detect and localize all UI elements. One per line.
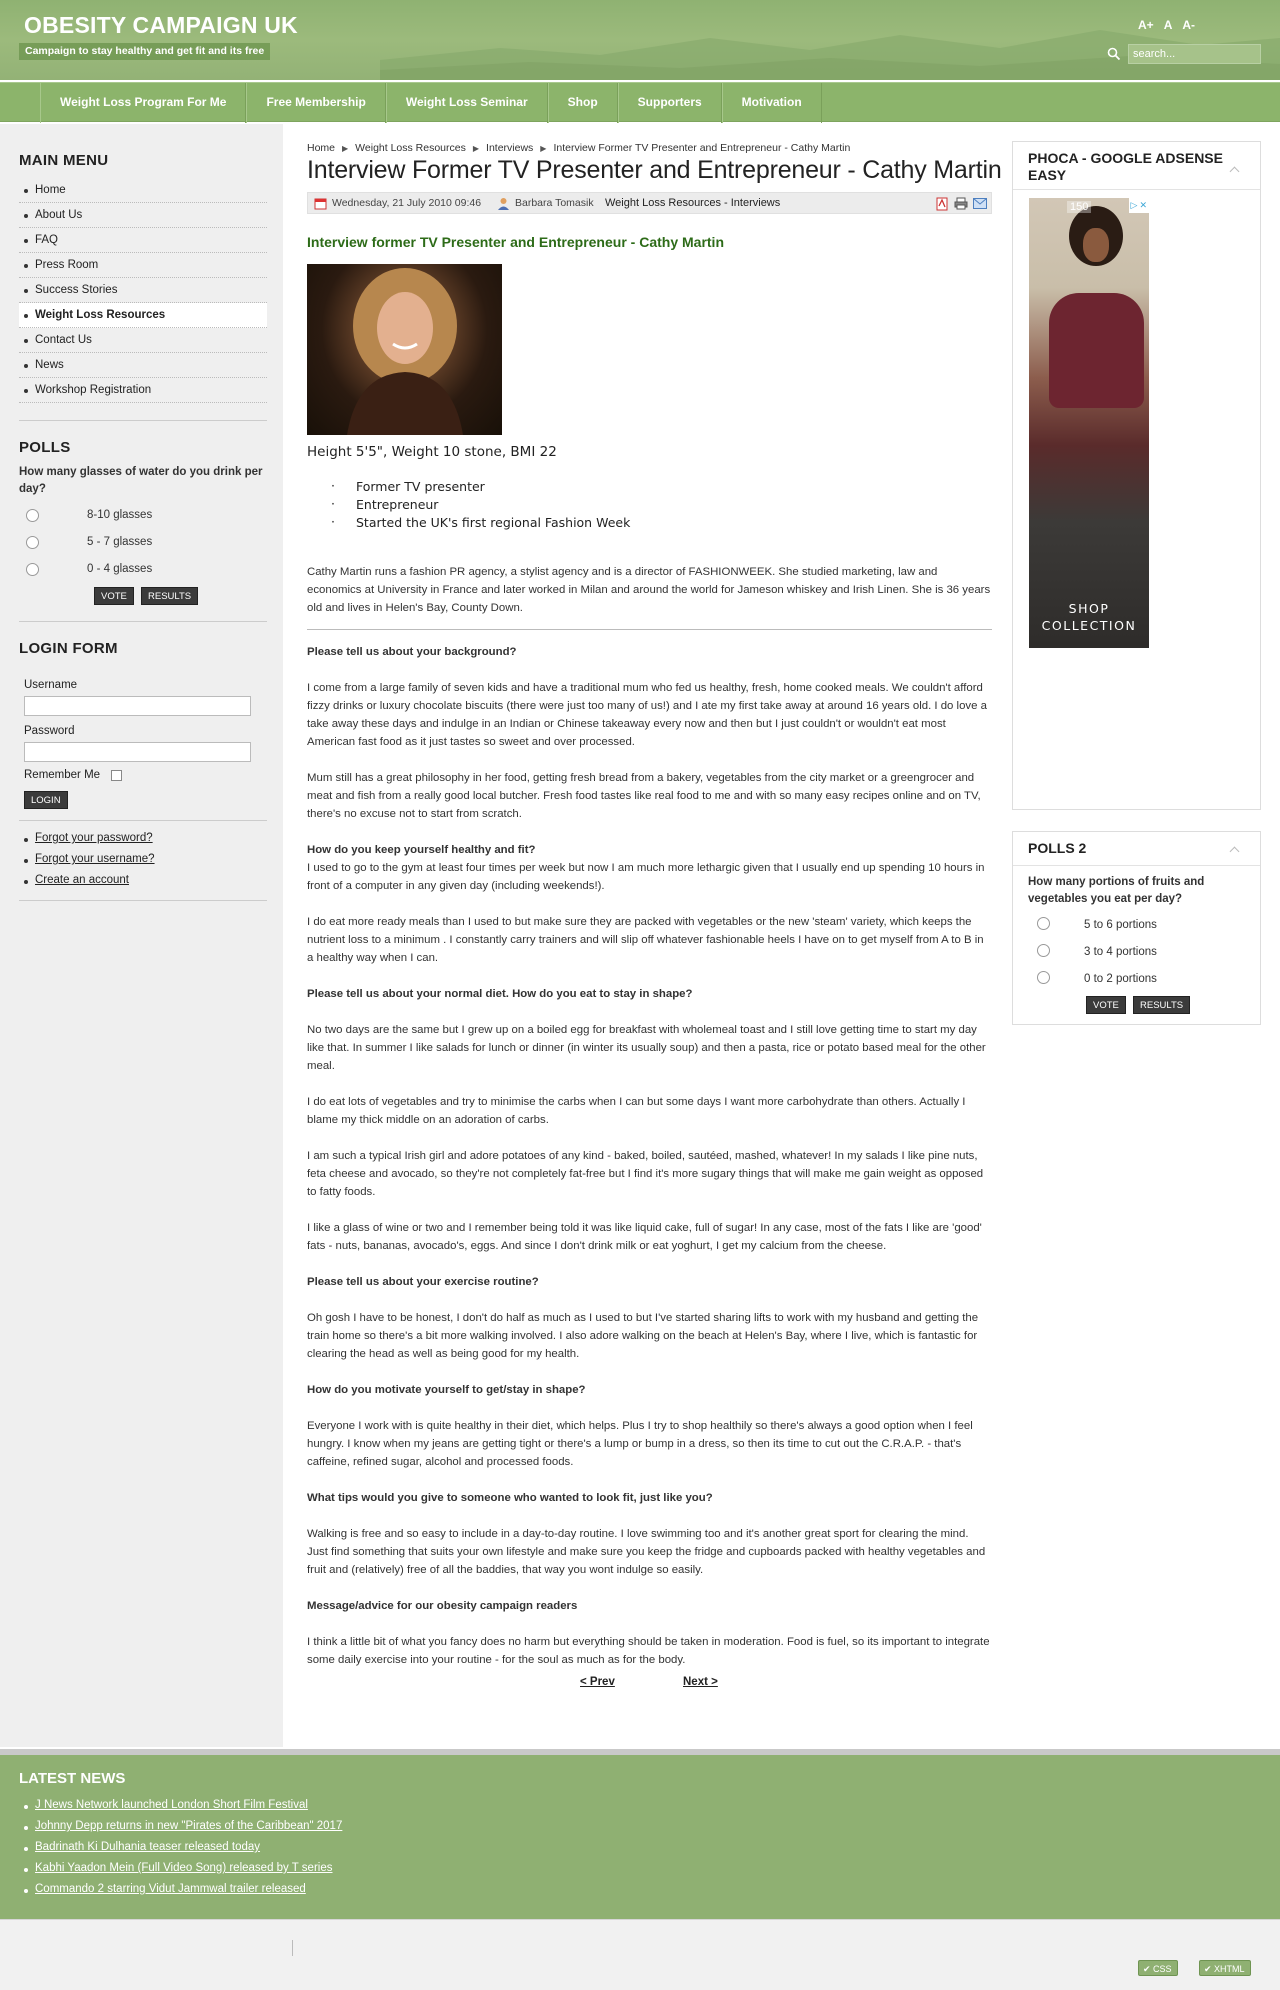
question-healthy-fit: How do you keep yourself healthy and fit? [307,844,536,856]
divider [292,1940,293,1956]
nav-supporters[interactable]: Supporters [618,83,722,123]
radio-button[interactable] [1037,917,1050,930]
login-form-title: LOGIN FORM [19,640,118,657]
radio-button[interactable] [26,563,39,576]
css-valid-badge[interactable]: ✔ CSS [1138,1960,1178,1976]
search-input[interactable] [1128,44,1261,64]
answer-paragraph: I think a little bit of what you fancy does no harm but everything should be taken in moderation. Food is fuel, so its important to integrate some daily exercise into your routine - for the soul as much as for the body. [307,1636,990,1666]
password-label: Password [24,725,75,737]
news-link[interactable]: Johnny Depp returns in new "Pirates of the Caribbean" 2017 [19,1820,342,1841]
font-reset-button[interactable]: A [1163,18,1173,32]
polls2-vote-button[interactable]: VOTE [1086,996,1126,1014]
poll-option-0-4[interactable] [26,560,153,578]
menu-item-success-stories[interactable]: Success Stories [19,278,267,303]
answer-paragraph: Oh gosh I have to be honest, I don't do half as much as I used to but I've started sharing lifts to work with my husband and getting the train home so there's a bit more walking involved. I also adore walking on the beach at Helen's Bay, where I live, which is fantastic for clearing the head as well as being good for my health. [307,1312,979,1360]
poll2-option-3-4[interactable] [1037,944,1157,962]
font-size-controls [1138,18,1195,32]
adchoices-triangle-icon: ▷ [1130,200,1138,210]
answer-paragraph: I am such a typical Irish girl and adore potatoes of any kind - baked, boiled, sautéed, mashed, whatever! In my salads I like pine nuts, feta cheese and avocado, so they're not completely fat-free but I find it's more sugary things that will make me gain weight as opposed to fatty foods. [307,1150,984,1198]
answer-paragraph: I used to go to the gym at least four times per week but now I am much more lethargic given that I usually end up spending 10 hours in front of a computer in any given day (including weekends!). [307,862,985,892]
login-button[interactable]: LOGIN [24,791,68,809]
breadcrumb-current: Interview Former TV Presenter and Entrepreneur - Cathy Martin [553,142,851,154]
prev-link[interactable]: < Prev [580,1676,615,1688]
adsense-module-title: PHOCA - GOOGLE ADSENSE EASY [1028,150,1223,183]
main-menu-title: MAIN MENU [19,152,109,169]
pdf-icon[interactable] [936,197,949,211]
breadcrumb-interviews[interactable]: Interviews [486,142,534,154]
portrait-figure [307,264,502,435]
forgot-username-link[interactable]: Forgot your username? [19,853,155,874]
poll2-option-5-6[interactable] [1037,917,1157,935]
article-info-bar [307,192,992,214]
password-field[interactable] [24,742,251,762]
answer-paragraph: I come from a large family of seven kids and have a traditional mum who fed us healthy, fresh, home cooked meals. We couldn't afford fizzy drinks or luxury chocolate biscuits (there were just too many of us!) and I ate my first take away at around 16 years old. I do love a take away these days and indulge in an Indian or Chinese takeaway every now and then but I just couldn't or wouldn't eat most American fast food as it just tastes so sweet and over processed. [307,682,987,748]
nav-motivation[interactable]: Motivation [722,83,822,123]
news-link[interactable]: Badrinath Ki Dulhania teaser released today [19,1841,342,1862]
search-icon [1107,47,1121,61]
font-decrease-button[interactable]: A- [1182,18,1196,32]
polls2-module [1012,831,1261,1025]
profile-bullets [331,479,630,533]
calendar-icon [314,197,327,210]
news-link[interactable]: J News Network launched London Short Film Festival [19,1799,342,1820]
menu-item-press-room[interactable]: Press Room [19,253,267,278]
article-date: Wednesday, 21 July 2010 09:46 [332,197,482,209]
breadcrumb [307,142,850,154]
divider [19,420,267,421]
radio-button[interactable] [1037,971,1050,984]
breadcrumb-separator-icon: ▶ [342,144,349,153]
page-title: Interview Former TV Presenter and Entrepreneur - Cathy Martin [307,156,1002,184]
polls2-question: How many portions of fruits and vegetables you eat per day? [1028,876,1205,905]
forgot-password-link[interactable]: Forgot your password? [19,832,155,853]
answer-paragraph: Everyone I work with is quite healthy in their diet, which helps. Plus I try to shop healthily so there's always a good option when I feel hungry. I know when my jeans are getting tight or there's a lump or bump in a dress, so then its time to cut out the C.R.A.P. - that's caffeine, refined sugar, alcohol and processed foods. [307,1420,973,1468]
ad-call-to-action: SHOP COLLECTION [1041,601,1137,633]
author-icon [497,197,510,210]
vote-button[interactable]: VOTE [94,587,134,605]
polls2-results-button[interactable]: RESULTS [1133,996,1190,1014]
menu-item-workshop-registration[interactable]: Workshop Registration [19,378,267,403]
ad-label-number: 150 [1067,201,1091,213]
email-icon[interactable] [973,198,987,209]
username-field[interactable] [24,696,251,716]
breadcrumb-home[interactable]: Home [307,142,336,154]
menu-item-weight-loss-resources[interactable]: Weight Loss Resources [19,303,267,328]
answer-paragraph: Mum still has a great philosophy in her food, getting fresh bread from a bakery, vegetables from the city market or a greengrocer and meat and fish from a really good local butcher. Fresh food tastes like real food to me and with so many easy recipes online and on TV, there's no excuse not to start from scratch. [307,772,981,820]
breadcrumb-weight-loss-resources[interactable]: Weight Loss Resources [355,142,466,154]
create-account-link[interactable]: Create an account [19,874,155,895]
answer-paragraph: Walking is free and so easy to include in a day-to-day routine. I love swimming too and it's another great sport for clearing the mind. Just find something that suits your own lifestyle and make sure you keep the fridge and cupboards packed with healthy vegetables and fruit and (relatively) free of all the baddies, that way you wont indulge so easily. [307,1528,986,1576]
divider [1013,189,1260,190]
menu-item-about-us[interactable]: About Us [19,203,267,228]
poll-option-label: 5 to 6 portions [1084,919,1157,931]
divider [19,820,267,821]
question-background: Please tell us about your background? [307,646,517,658]
poll-option-label: 8-10 glasses [87,509,153,521]
poll-option-8-10[interactable] [26,506,153,524]
question-exercise-routine: Please tell us about your exercise routine? [307,1276,539,1288]
news-link[interactable]: Kabhi Yaadon Mein (Full Video Song) released by T series [19,1862,342,1883]
poll-question: How many glasses of water do you drink per day? [19,466,263,495]
poll-option-label: 3 to 4 portions [1084,946,1157,958]
print-icon[interactable] [954,197,968,210]
divider [19,621,267,622]
main-navigation [0,82,1280,122]
question-tips: What tips would you give to someone who wanted to look fit, just like you? [307,1492,713,1504]
bullet-item: · Former TV presenter [331,479,630,497]
nav-weight-loss-program[interactable]: Weight Loss Program For Me [40,83,246,123]
divider [19,900,267,901]
bullet-item: · Entrepreneur [331,497,630,515]
username-label: Username [24,679,78,691]
page-footer [0,1919,1280,1990]
xhtml-valid-badge[interactable]: ✔ XHTML [1199,1960,1251,1976]
answer-paragraph: No two days are the same but I grew up on a boiled egg for breakfast with wholemeal toast and I still love getting time to start my day like that. In summer I like salads for lunch or dinner (in winter its usually soup) and then a pasta, rice or potato based meal for the other meal. [307,1024,986,1072]
question-normal-diet: Please tell us about your normal diet. How do you eat to stay in shape? [307,988,693,1000]
header-landscape-graphic [380,0,1280,80]
results-button[interactable]: RESULTS [141,587,198,605]
poll-option-5-7[interactable] [26,533,153,551]
ad-close-icon[interactable]: ✕ [1139,200,1147,210]
advertisement-banner[interactable] [1029,198,1149,648]
latest-news-section [0,1749,1280,1919]
question-message: Message/advice for our obesity campaign readers [307,1600,578,1612]
site-header [0,0,1280,80]
breadcrumb-separator-icon: ▶ [472,144,480,153]
bullet-item: · Started the UK's first regional Fashion Week [331,515,630,533]
xhtml-badge-label: XHTML [1214,1964,1245,1974]
site-title[interactable]: OBESITY CAMPAIGN UK [24,12,298,38]
intro-paragraph: Cathy Martin runs a fashion PR agency, a stylist agency and is a director of FASHIONWEEK. She studied marketing, law and economics at University in France and later worked in Milan and around the world for Jameson whiskey and Irish Linen. She is 36 years old and lives in Helen's Bay, County Down. [307,566,991,614]
cathy-martin-portrait-image [307,264,502,435]
polls-title: POLLS [19,439,71,456]
answer-paragraph: I like a glass of wine or two and I remember being told it was like liquid cake, full of sugar! In any case, most of the fats I like are 'good' fats - nuts, bananas, avocado's, eggs. And since I don't drink milk or eat yoghurt, I get my calcium from the cheese. [307,1222,982,1252]
nav-free-membership[interactable]: Free Membership [246,83,385,123]
polls2-title: POLLS 2 [1028,840,1087,856]
ad-model-shirt [1049,293,1144,408]
latest-news-list [19,1799,342,1904]
breadcrumb-separator-icon: ▶ [540,144,547,153]
collapse-chevron-icon[interactable] [1230,847,1240,857]
news-link[interactable]: Commando 2 starring Vidut Jammwal trailer released [19,1883,342,1904]
css-badge-label: CSS [1153,1964,1172,1974]
menu-item-contact-us[interactable]: Contact Us [19,328,267,353]
adsense-module [1012,141,1261,810]
main-menu [19,178,267,403]
stats-line: Height 5'5", Weight 10 stone, BMI 22 [307,444,557,460]
poll2-option-0-2[interactable] [1037,971,1157,989]
left-sidebar [0,124,283,1747]
poll-option-label: 5 - 7 glasses [87,536,153,548]
menu-item-faq[interactable]: FAQ [19,228,267,253]
divider [307,629,992,630]
remember-me-checkbox[interactable] [111,770,122,781]
adchoices-icon[interactable] [1129,198,1149,213]
next-link[interactable]: Next > [683,1676,718,1688]
remember-me-label: Remember Me [24,769,101,781]
latest-news-title: LATEST NEWS [19,1770,126,1787]
nav-shop[interactable]: Shop [548,83,618,123]
answer-paragraph: I do eat more ready meals than I used to but make sure they are packed with vegetables or the new 'steam' variety, which keeps the nutrient loss to a minimum . I constantly carry trainers and will slip off whatever fashionable heels I have on to get myself from A to B in a healthy way when I can. [307,916,984,964]
login-links [19,832,155,895]
radio-button[interactable] [26,509,39,522]
article-category[interactable]: Weight Loss Resources - Interviews [605,197,781,209]
ad-model-face [1083,228,1109,262]
article-heading: Interview former TV Presenter and Entrepreneur - Cathy Martin [307,234,724,250]
article-author: Barbara Tomasik [515,197,594,209]
poll-option-label: 0 - 4 glasses [87,563,153,575]
radio-button[interactable] [1037,944,1050,957]
poll-option-label: 0 to 2 portions [1084,973,1157,985]
answer-paragraph: I do eat lots of vegetables and try to minimise the carbs when I can but some days I want more carbohydrate than others. Actually I blame my thick middle on an adoration of carbs. [307,1096,966,1126]
menu-item-news[interactable]: News [19,353,267,378]
radio-button[interactable] [26,536,39,549]
font-increase-button[interactable]: A+ [1138,18,1154,32]
question-motivate: How do you motivate yourself to get/stay in shape? [307,1384,586,1396]
menu-item-home[interactable]: Home [19,178,267,203]
divider [1013,865,1260,866]
nav-weight-loss-seminar[interactable]: Weight Loss Seminar [386,83,548,123]
site-tagline: Campaign to stay healthy and get fit and its free [19,43,270,60]
